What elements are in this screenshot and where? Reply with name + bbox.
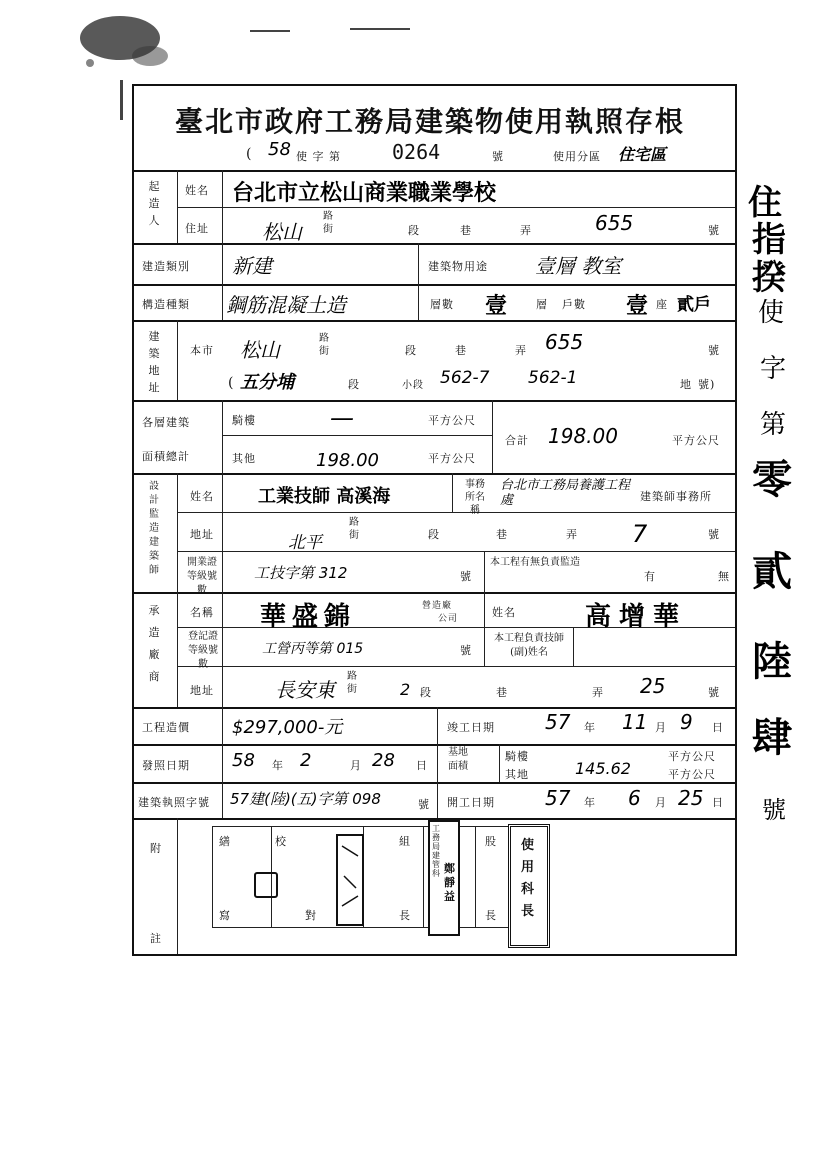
base-arcade-label: 騎樓 bbox=[505, 750, 529, 763]
permit-suffix: 號 bbox=[492, 150, 504, 163]
col-divider bbox=[222, 707, 223, 818]
col-divider bbox=[222, 170, 223, 243]
location-road: 松山 bbox=[240, 338, 280, 362]
units-unit: 座 bbox=[656, 298, 668, 311]
col-divider bbox=[573, 627, 574, 666]
stamp-cell-top: 股 bbox=[485, 835, 497, 848]
col-divider bbox=[492, 400, 493, 473]
units-label: 戶數 bbox=[562, 298, 586, 311]
architect-addr-number-label: 號 bbox=[708, 528, 720, 541]
issue-year: 58 bbox=[232, 750, 255, 771]
contractor-addr-number-label: 號 bbox=[708, 686, 720, 699]
architect-addr-alley-label: 弄 bbox=[566, 528, 578, 541]
architect-license-value: 工技字第 312 bbox=[254, 564, 348, 582]
col-divider bbox=[222, 473, 223, 707]
base-other-value: 145.62 bbox=[575, 759, 631, 778]
form-frame-top bbox=[132, 84, 737, 86]
total-area-value: 198.00 bbox=[548, 424, 618, 448]
location-lot1: 562-7 bbox=[440, 368, 490, 388]
structure-label: 構造種類 bbox=[142, 298, 190, 311]
form-title: 臺北市政府工務局建築物使用執照存根 bbox=[175, 105, 686, 138]
architect-addr-section-label: 段 bbox=[428, 528, 440, 541]
architect-office-value: 台北市工務局養護工程處 bbox=[500, 478, 631, 508]
permit-prefix: 使 字 第 bbox=[296, 150, 341, 163]
scan-mark bbox=[120, 80, 123, 120]
margin-char: 住 bbox=[748, 183, 782, 223]
start-day: 25 bbox=[678, 786, 704, 810]
units-extra: 貳戶 bbox=[677, 295, 711, 315]
issue-month: 2 bbox=[300, 750, 312, 771]
architect-office-label: 事務所名稱 bbox=[465, 479, 485, 516]
zone-label: 使用分區 bbox=[553, 150, 601, 163]
contractor-addr-road: 長安東 bbox=[275, 678, 335, 702]
building-permit-label: 建築執照字號 bbox=[138, 796, 210, 809]
location-open-paren: ( bbox=[228, 375, 235, 391]
issue-day: 28 bbox=[372, 750, 395, 771]
location-road-label: 路街 bbox=[319, 333, 329, 357]
location-lot-label: 地 bbox=[680, 378, 692, 391]
applicant-name-label: 姓名 bbox=[185, 184, 209, 197]
contractor-reg-suffix: 號 bbox=[460, 644, 472, 657]
row-divider bbox=[177, 512, 735, 513]
applicant-addr-lane-label: 巷 bbox=[460, 224, 472, 237]
base-area-label: 基地面積 bbox=[448, 747, 468, 772]
area-label-bottom: 面積總計 bbox=[142, 450, 190, 463]
col-divider bbox=[484, 551, 485, 592]
issue-label: 發照日期 bbox=[142, 759, 190, 772]
scan-smudge bbox=[70, 8, 180, 78]
architect-responsible-label: 本工程有無負責監造 bbox=[490, 557, 580, 568]
margin-char: 第 bbox=[760, 410, 787, 440]
form-frame-bottom bbox=[132, 954, 737, 956]
architect-name-value: 工業技師 高溪海 bbox=[258, 486, 391, 507]
contractor-type-label2: 公司 bbox=[438, 614, 459, 624]
issue-year-label: 年 bbox=[272, 759, 284, 772]
location-city-label: 本市 bbox=[190, 344, 214, 357]
row-divider bbox=[132, 320, 737, 322]
stamp-cell-top: 組 bbox=[399, 835, 411, 848]
start-year-label: 年 bbox=[584, 796, 596, 809]
architect-responsible-has: 有 bbox=[644, 570, 656, 583]
location-subsection-label: 小段 bbox=[402, 380, 424, 391]
contractor-address-label: 地址 bbox=[190, 684, 214, 697]
building-type-label: 建造類別 bbox=[142, 260, 190, 273]
col-divider bbox=[452, 473, 453, 512]
stamp-cell-top: 繕 bbox=[219, 835, 231, 848]
start-year: 57 bbox=[545, 786, 571, 810]
stamp-cell-bottom: 長 bbox=[485, 909, 497, 922]
architect-office-suffix: 建築師事務所 bbox=[640, 490, 712, 503]
contractor-rep-value: 高增華 bbox=[585, 602, 688, 632]
floors-label: 層數 bbox=[430, 298, 454, 311]
total-area-label: 合計 bbox=[505, 434, 529, 447]
officer-seal bbox=[428, 820, 460, 936]
area-label-top: 各層建築 bbox=[142, 416, 190, 429]
other-area-label: 其他 bbox=[232, 452, 256, 465]
col-divider bbox=[222, 243, 223, 320]
stamp-cell-top: 校 bbox=[275, 835, 287, 848]
seal-text: 鄭靜益 bbox=[444, 862, 455, 903]
small-seal bbox=[254, 872, 278, 898]
contractor-addr-section-label: 段 bbox=[420, 686, 432, 699]
permit-number: 0264 bbox=[392, 140, 441, 164]
chief-seal bbox=[508, 824, 550, 948]
margin-char: 號 bbox=[762, 796, 786, 824]
contractor-addr-road-label: 路街 bbox=[347, 671, 357, 695]
complete-day: 9 bbox=[680, 710, 693, 734]
col-divider bbox=[177, 170, 178, 243]
architect-addr-lane-label: 巷 bbox=[496, 528, 508, 541]
start-day-label: 日 bbox=[712, 796, 724, 809]
scan-mark bbox=[350, 28, 410, 30]
seal-markings bbox=[338, 836, 362, 924]
remarks-label-bottom: 註 bbox=[150, 932, 162, 945]
stamp-divider bbox=[423, 827, 424, 927]
architect-group-label: 設計監造建築師 bbox=[149, 481, 159, 576]
contractor-reg-label: 登記證等級號數 bbox=[188, 631, 218, 670]
arcade-label: 騎樓 bbox=[232, 414, 256, 427]
architect-address-label: 地址 bbox=[190, 528, 214, 541]
start-month-label: 月 bbox=[655, 796, 667, 809]
location-number: 655 bbox=[545, 330, 584, 354]
contractor-reg-value: 工營丙等第 015 bbox=[262, 641, 364, 657]
arcade-unit: 平方公尺 bbox=[428, 414, 476, 427]
location-lane-label: 巷 bbox=[455, 344, 467, 357]
complete-month: 11 bbox=[622, 710, 648, 734]
location-alley-label: 弄 bbox=[515, 344, 527, 357]
architect-addr-number: 7 bbox=[632, 520, 648, 548]
start-label: 開工日期 bbox=[447, 796, 495, 809]
structure-value: 鋼筋混凝土造 bbox=[226, 293, 346, 317]
stamp-cell-bottom: 對 bbox=[305, 909, 317, 922]
location-group-label: 建築地址 bbox=[148, 330, 160, 394]
location-district: 五分埔 bbox=[240, 372, 294, 393]
total-area-unit: 平方公尺 bbox=[672, 434, 720, 447]
permit-year: 58 bbox=[268, 139, 291, 160]
architect-addr-road: 北平 bbox=[288, 533, 322, 553]
location-number-label: 號 bbox=[708, 344, 720, 357]
col-divider bbox=[418, 243, 419, 284]
applicant-addr-section-label: 段 bbox=[408, 224, 420, 237]
col-divider bbox=[437, 707, 438, 818]
margin-char: 揆 bbox=[752, 258, 786, 298]
applicant-address-label: 住址 bbox=[185, 222, 209, 235]
margin-char: 字 bbox=[760, 354, 787, 384]
remarks-label-top: 附 bbox=[150, 842, 162, 855]
form-frame-right bbox=[735, 84, 737, 956]
stamp-divider bbox=[475, 827, 476, 927]
applicant-group-label: 起造人 bbox=[148, 180, 160, 227]
margin-char: 肆 bbox=[752, 714, 792, 761]
complete-year-label: 年 bbox=[584, 721, 596, 734]
contractor-rep-label: 姓名 bbox=[492, 606, 516, 619]
contractor-name-value: 華盛錦 bbox=[260, 602, 357, 632]
location-close-label: 號) bbox=[698, 378, 716, 391]
applicant-addr-number-label: 號 bbox=[708, 224, 720, 237]
contractor-addr-section: 2 bbox=[400, 680, 411, 699]
building-type-value: 新建 bbox=[232, 254, 272, 278]
architect-license-suffix: 號 bbox=[460, 570, 472, 583]
contractor-addr-number: 25 bbox=[640, 674, 666, 698]
seal-text: 使用科長 bbox=[521, 838, 535, 919]
contractor-addr-alley-label: 弄 bbox=[592, 686, 604, 699]
row-divider bbox=[222, 435, 492, 436]
start-month: 6 bbox=[628, 786, 641, 810]
location-lot2: 562-1 bbox=[528, 368, 578, 388]
applicant-name-value: 台北市立松山商業職業學校 bbox=[232, 181, 497, 206]
contractor-addr-lane-label: 巷 bbox=[496, 686, 508, 699]
complete-year: 57 bbox=[545, 710, 571, 734]
col-divider bbox=[499, 744, 500, 782]
col-divider bbox=[177, 320, 178, 400]
col-divider bbox=[177, 818, 178, 954]
issue-month-label: 月 bbox=[350, 759, 362, 772]
contractor-engineer-label: 本工程負責技師(副)姓名 bbox=[494, 633, 564, 658]
margin-char: 使 bbox=[758, 298, 785, 328]
permit-open-paren: ( bbox=[246, 146, 253, 162]
stamp-cell-bottom: 長 bbox=[399, 909, 411, 922]
cost-value: $297,000-元 bbox=[232, 717, 343, 738]
col-divider bbox=[484, 592, 485, 666]
building-use-value: 壹層 教室 bbox=[535, 254, 622, 278]
architect-addr-road-label: 路街 bbox=[349, 517, 359, 541]
col-divider bbox=[222, 400, 223, 473]
units-value: 壹 bbox=[626, 294, 649, 319]
scan-mark bbox=[250, 30, 290, 32]
base-other-label: 其地 bbox=[505, 768, 529, 781]
building-permit-suffix: 號 bbox=[418, 798, 430, 811]
architect-responsible-none: 無 bbox=[718, 570, 730, 583]
margin-char: 零 bbox=[752, 456, 792, 503]
applicant-addr-number: 655 bbox=[595, 211, 634, 235]
seal-text: 工務局建管科 bbox=[432, 824, 440, 878]
zone-value: 住宅區 bbox=[618, 145, 667, 164]
applicant-addr-alley-label: 弄 bbox=[520, 224, 532, 237]
vertical-seal bbox=[336, 834, 364, 926]
row-divider bbox=[177, 666, 735, 667]
margin-char: 指 bbox=[752, 220, 786, 260]
complete-day-label: 日 bbox=[712, 721, 724, 734]
floors-value: 壹 bbox=[485, 294, 508, 319]
base-other-unit: 平方公尺 bbox=[668, 768, 716, 781]
form-frame-left bbox=[132, 84, 134, 956]
other-area-value: 198.00 bbox=[316, 450, 379, 471]
other-area-unit: 平方公尺 bbox=[428, 452, 476, 465]
complete-label: 竣工日期 bbox=[447, 721, 495, 734]
row-divider bbox=[177, 551, 735, 552]
contractor-group-label: 承造廠商 bbox=[148, 604, 160, 683]
cost-label: 工程造價 bbox=[142, 721, 190, 734]
margin-char: 貳 bbox=[752, 548, 792, 595]
base-arcade-unit: 平方公尺 bbox=[668, 750, 716, 763]
building-permit-value: 57建(陸)(五)字第 098 bbox=[230, 790, 381, 808]
arcade-value: — bbox=[330, 404, 354, 432]
applicant-addr-road: 松山 bbox=[262, 220, 302, 244]
row-divider bbox=[177, 207, 735, 208]
applicant-addr-road-label: 路街 bbox=[323, 211, 333, 235]
floors-unit: 層 bbox=[536, 298, 548, 311]
architect-name-label: 姓名 bbox=[190, 490, 214, 503]
location-section-label: 段 bbox=[405, 344, 417, 357]
location-district-section-label: 段 bbox=[348, 378, 360, 391]
contractor-type-label: 營造廠 bbox=[422, 601, 453, 611]
building-use-label: 建築物用途 bbox=[428, 260, 488, 273]
architect-license-label: 開業證等級號數 bbox=[187, 557, 217, 596]
complete-month-label: 月 bbox=[655, 721, 667, 734]
contractor-name-label: 名稱 bbox=[190, 606, 214, 619]
stamp-cell-bottom: 寫 bbox=[219, 909, 231, 922]
margin-char: 陸 bbox=[752, 638, 792, 685]
col-divider bbox=[177, 473, 178, 707]
issue-day-label: 日 bbox=[416, 759, 428, 772]
col-divider bbox=[418, 284, 419, 320]
